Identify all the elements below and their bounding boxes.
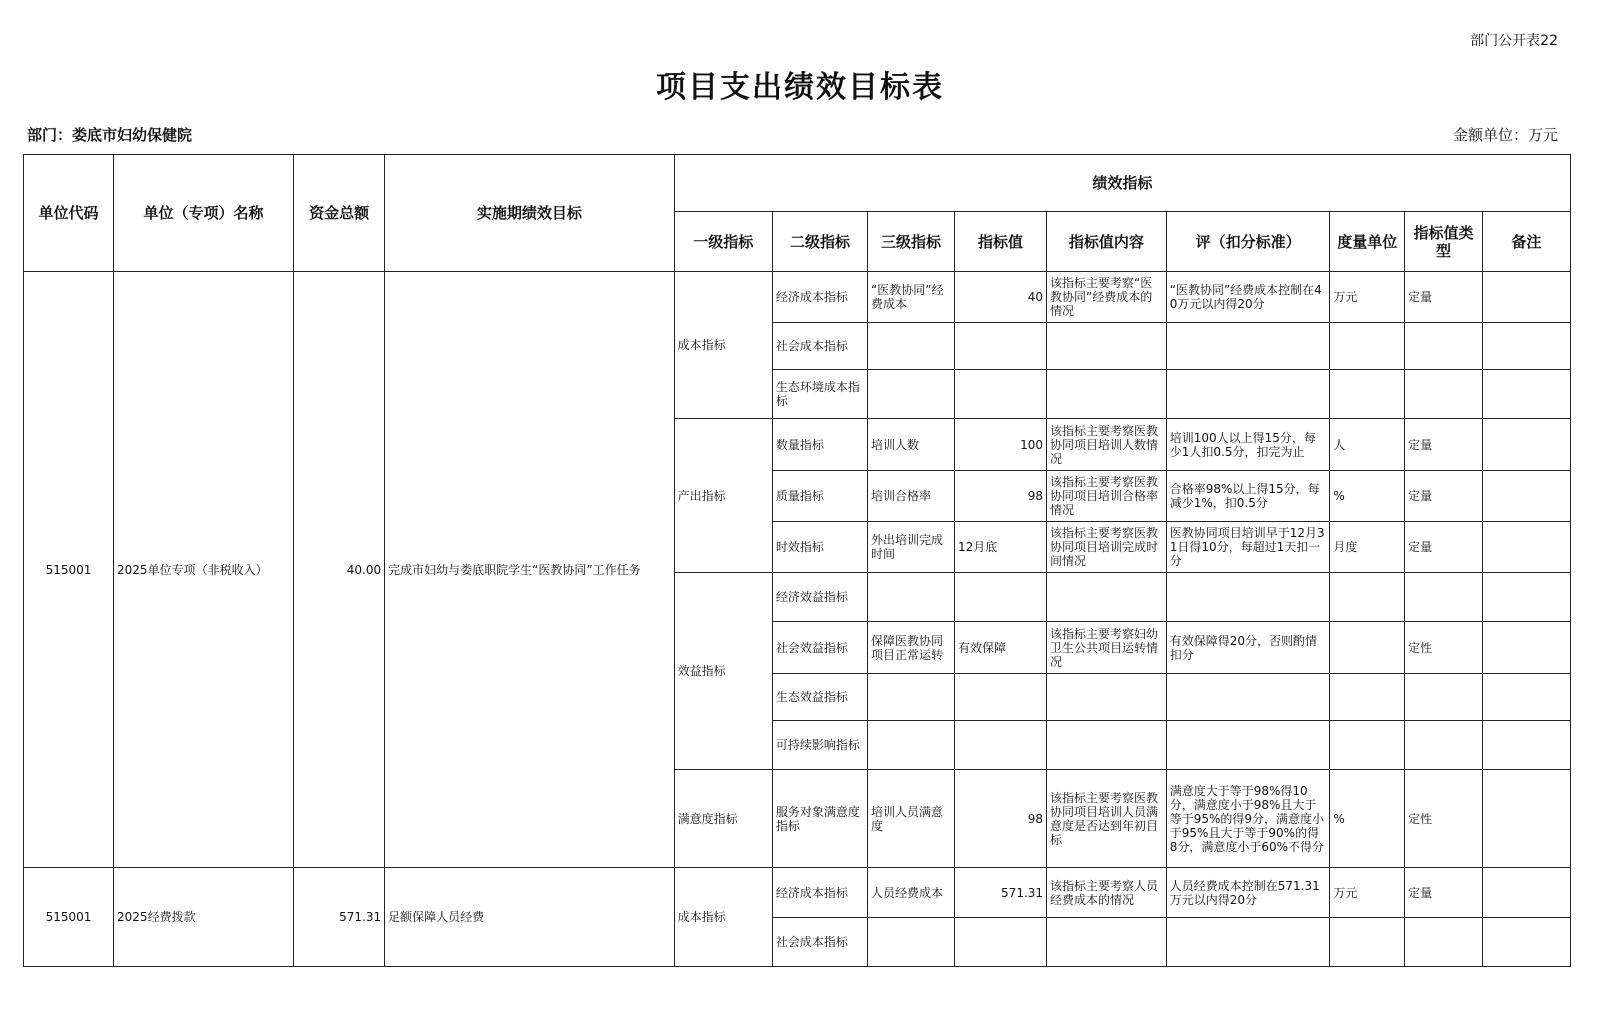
score-cell: 人员经费成本控制在571.31万元以内得20分 (1166, 868, 1330, 917)
type-cell (1405, 720, 1483, 769)
group-benefit: 效益指标 (674, 573, 772, 770)
note-cell (1482, 521, 1570, 572)
unit-cell (1330, 673, 1405, 720)
page-title: 项目支出绩效目标表 (656, 70, 944, 105)
level2-cell: 服务对象满意度指标 (772, 770, 867, 868)
type-cell: 定性 (1405, 622, 1483, 673)
desc-cell (1047, 917, 1167, 966)
col-measure-unit: 度量单位 (1330, 212, 1405, 271)
level2-cell: 可持续影响指标 (772, 720, 867, 769)
value-cell: 98 (954, 470, 1046, 521)
desc-cell: 该指标主要考察医教协同项目培训人员满意度是否达到年初目标 (1047, 770, 1167, 868)
score-cell (1166, 370, 1330, 419)
value-cell (954, 370, 1046, 419)
group-output: 产出指标 (674, 419, 772, 573)
level3-cell (868, 573, 955, 622)
value-cell: 40 (954, 271, 1046, 322)
col-scoring: 评（扣分标准） (1166, 212, 1330, 271)
level3-cell: 培训人数 (868, 419, 955, 470)
level2-cell: 质量指标 (772, 470, 867, 521)
col-level1: 一级指标 (674, 212, 772, 271)
col-value: 指标值 (954, 212, 1046, 271)
level2-cell: 数量指标 (772, 419, 867, 470)
level3-cell (868, 720, 955, 769)
project1-code: 515001 (24, 271, 114, 868)
desc-cell (1047, 323, 1167, 370)
unit-cell (1330, 370, 1405, 419)
unit-cell (1330, 622, 1405, 673)
level2-cell: 社会成本指标 (772, 917, 867, 966)
score-cell (1166, 917, 1330, 966)
col-goal: 实施期绩效目标 (385, 155, 675, 272)
col-level3: 三级指标 (868, 212, 955, 271)
level3-cell (868, 323, 955, 370)
level3-cell: 保障医教协同项目正常运转 (868, 622, 955, 673)
desc-cell: 该指标主要考察人员经费成本的情况 (1047, 868, 1167, 917)
value-cell (954, 323, 1046, 370)
project1-goal: 完成市妇幼与娄底职院学生“医教协同”工作任务 (385, 271, 675, 868)
col-unit-code: 单位代码 (24, 155, 114, 272)
level3-cell: 培训人员满意度 (868, 770, 955, 868)
note-cell (1482, 720, 1570, 769)
header-row-1 (24, 155, 1571, 212)
level3-cell (868, 673, 955, 720)
note-cell (1482, 470, 1570, 521)
desc-cell: 该指标主要考察医教协同项目培训人数情况 (1047, 419, 1167, 470)
type-cell: 定量 (1405, 419, 1483, 470)
table-row (24, 271, 1571, 322)
note-cell (1482, 868, 1570, 917)
project2-code: 515001 (24, 868, 114, 967)
value-cell: 98 (954, 770, 1046, 868)
project1-total: 40.00 (294, 271, 385, 868)
group-cost: 成本指标 (674, 271, 772, 419)
desc-cell (1047, 673, 1167, 720)
value-cell (954, 673, 1046, 720)
value-cell (954, 573, 1046, 622)
col-unit-name: 单位（专项）名称 (114, 155, 294, 272)
table-row (24, 868, 1571, 917)
type-cell: 定量 (1405, 470, 1483, 521)
value-cell (954, 720, 1046, 769)
level2-cell: 时效指标 (772, 521, 867, 572)
department-label: 部门：娄底市妇幼保健院 (27, 126, 193, 144)
value-cell (954, 917, 1046, 966)
desc-cell: 该指标主要考察妇幼卫生公共项目运转情况 (1047, 622, 1167, 673)
project2-goal: 足额保障人员经费 (385, 868, 675, 967)
note-cell (1482, 673, 1570, 720)
desc-cell: 该指标主要考察“医教协同”经费成本的情况 (1047, 271, 1167, 322)
value-cell: 有效保障 (954, 622, 1046, 673)
unit-cell (1330, 573, 1405, 622)
amount-unit-label: 金额单位：万元 (1452, 126, 1558, 144)
project2-name: 2025经费拨款 (114, 868, 294, 967)
project2-total: 571.31 (294, 868, 385, 967)
level2-cell: 生态效益指标 (772, 673, 867, 720)
level3-cell: 培训合格率 (868, 470, 955, 521)
score-cell: 培训100人以上得15分，每少1人扣0.5分，扣完为止 (1166, 419, 1330, 470)
note-cell (1482, 419, 1570, 470)
unit-cell: 万元 (1330, 868, 1405, 917)
unit-cell (1330, 720, 1405, 769)
level2-cell: 生态环境成本指标 (772, 370, 867, 419)
note-cell (1482, 573, 1570, 622)
type-cell (1405, 917, 1483, 966)
desc-cell: 该指标主要考察医教协同项目培训完成时间情况 (1047, 521, 1167, 572)
project1-name: 2025单位专项（非税收入） (114, 271, 294, 868)
desc-cell (1047, 573, 1167, 622)
unit-cell: 月度 (1330, 521, 1405, 572)
level2-cell: 经济成本指标 (772, 868, 867, 917)
col-value-type: 指标值类型 (1405, 212, 1483, 271)
desc-cell (1047, 370, 1167, 419)
level2-cell: 社会效益指标 (772, 622, 867, 673)
form-number: 部门公开表22 (1470, 33, 1558, 49)
value-cell: 100 (954, 419, 1046, 470)
type-cell: 定量 (1405, 521, 1483, 572)
score-cell (1166, 720, 1330, 769)
level3-cell (868, 917, 955, 966)
type-cell: 定量 (1405, 868, 1483, 917)
unit-cell (1330, 917, 1405, 966)
col-note: 备注 (1482, 212, 1570, 271)
type-cell (1405, 673, 1483, 720)
unit-cell: 万元 (1330, 271, 1405, 322)
type-cell: 定性 (1405, 770, 1483, 868)
unit-cell: % (1330, 770, 1405, 868)
score-cell (1166, 323, 1330, 370)
unit-cell: 人 (1330, 419, 1405, 470)
level2-cell: 社会成本指标 (772, 323, 867, 370)
note-cell (1482, 622, 1570, 673)
note-cell (1482, 271, 1570, 322)
note-cell (1482, 770, 1570, 868)
col-level2: 二级指标 (772, 212, 867, 271)
col-value-content: 指标值内容 (1047, 212, 1167, 271)
desc-cell: 该指标主要考察医教协同项目培训合格率情况 (1047, 470, 1167, 521)
unit-cell (1330, 323, 1405, 370)
value-cell: 12月底 (954, 521, 1046, 572)
type-cell: 定量 (1405, 271, 1483, 322)
type-cell (1405, 573, 1483, 622)
note-cell (1482, 917, 1570, 966)
score-cell: 满意度大于等于98%得10分，满意度小于98%且大于等于95%的得9分，满意度小于95%且大于等于90%的得8分，满意度小于60%不得分 (1166, 770, 1330, 868)
score-cell: “医教协同”经费成本控制在40万元以内得20分 (1166, 271, 1330, 322)
note-cell (1482, 370, 1570, 419)
score-cell: 有效保障得20分，否则酌情扣分 (1166, 622, 1330, 673)
performance-table (23, 154, 1571, 967)
col-performance-indicators: 绩效指标 (674, 155, 1570, 212)
type-cell (1405, 323, 1483, 370)
group-satisfaction: 满意度指标 (674, 770, 772, 868)
score-cell (1166, 673, 1330, 720)
score-cell (1166, 573, 1330, 622)
level3-cell: 外出培训完成时间 (868, 521, 955, 572)
note-cell (1482, 323, 1570, 370)
level2-cell: 经济效益指标 (772, 573, 867, 622)
level2-cell: 经济成本指标 (772, 271, 867, 322)
unit-cell: % (1330, 470, 1405, 521)
desc-cell (1047, 720, 1167, 769)
value-cell: 571.31 (954, 868, 1046, 917)
level3-cell: 人员经费成本 (868, 868, 955, 917)
type-cell (1405, 370, 1483, 419)
group-cost-2: 成本指标 (674, 868, 772, 967)
score-cell: 合格率98%以上得15分，每减少1%，扣0.5分 (1166, 470, 1330, 521)
level3-cell: “医教协同”经费成本 (868, 271, 955, 322)
level3-cell (868, 370, 955, 419)
score-cell: 医教协同项目培训早于12月31日得10分，每超过1天扣一分 (1166, 521, 1330, 572)
col-total-funds: 资金总额 (294, 155, 385, 272)
